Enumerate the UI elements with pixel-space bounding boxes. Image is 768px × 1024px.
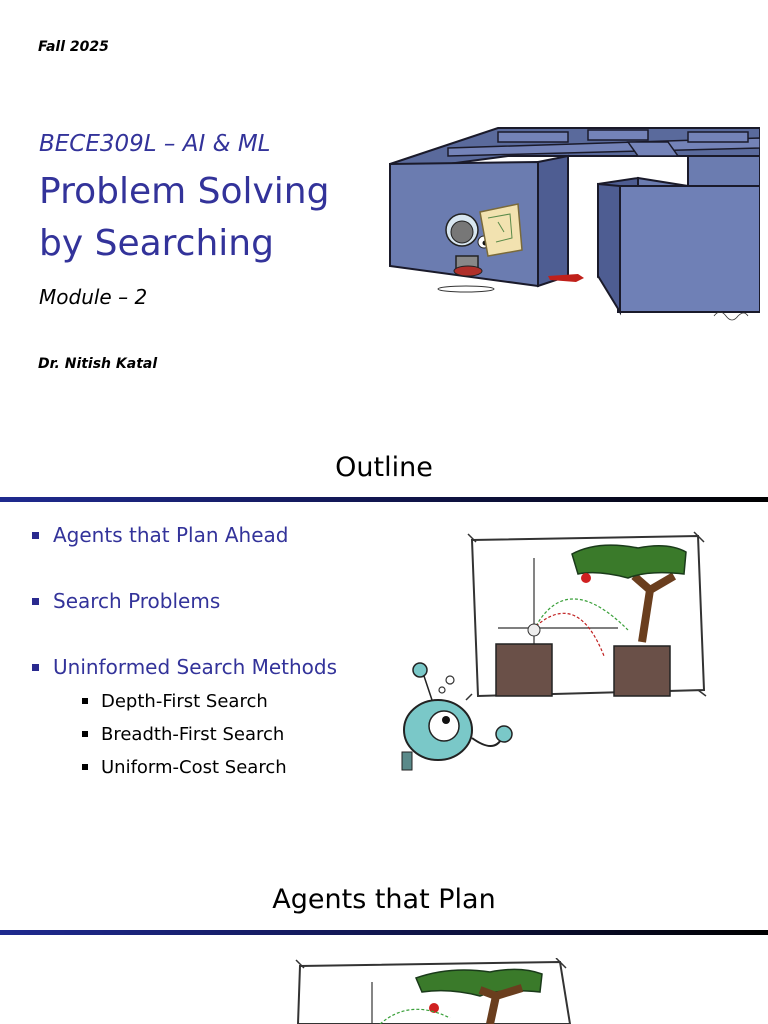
title-divider: [0, 930, 768, 935]
bullet-square-icon: [82, 698, 88, 704]
outline-subitem: [78, 718, 390, 751]
outline-item-label: Uninformed Search Methods: [53, 655, 338, 679]
agents-heading: Agents that Plan: [272, 884, 496, 915]
outline-item: [30, 521, 390, 549]
robot-thinking-illustration: [398, 530, 718, 780]
title-line-2: by Searching: [39, 223, 274, 264]
outline-item: [30, 587, 390, 615]
course-code: BECE309L – AI & ML: [39, 131, 271, 157]
module-label: Module – 2: [39, 285, 148, 309]
slide-title: [39, 166, 329, 270]
bullet-square-icon: [32, 532, 39, 539]
outline-heading: Outline: [335, 452, 433, 483]
author-name: Dr. Nitish Katal: [38, 356, 158, 372]
bullet-square-icon: [32, 598, 39, 605]
semester-label: Fall 2025: [38, 39, 109, 55]
outline-subitem-label: Breadth-First Search: [101, 724, 285, 745]
outline-sublist: [78, 685, 390, 784]
outline-list: [30, 521, 390, 784]
outline-item-label: Agents that Plan Ahead: [53, 523, 289, 547]
bullet-square-icon: [32, 664, 39, 671]
outline-item: [30, 653, 390, 784]
maze-robot-illustration: [388, 126, 760, 326]
bullet-square-icon: [82, 731, 88, 737]
outline-subitem-label: Depth-First Search: [101, 691, 268, 712]
outline-item-label: Search Problems: [53, 589, 221, 613]
outline-subitem: [78, 751, 390, 784]
outline-subitem-label: Uniform-Cost Search: [101, 757, 287, 778]
thinking-illustration-partial: [290, 958, 580, 1024]
title-line-1: Problem Solving: [39, 171, 330, 212]
title-divider: [0, 497, 768, 502]
bullet-square-icon: [82, 764, 88, 770]
outline-subitem: [78, 685, 390, 718]
